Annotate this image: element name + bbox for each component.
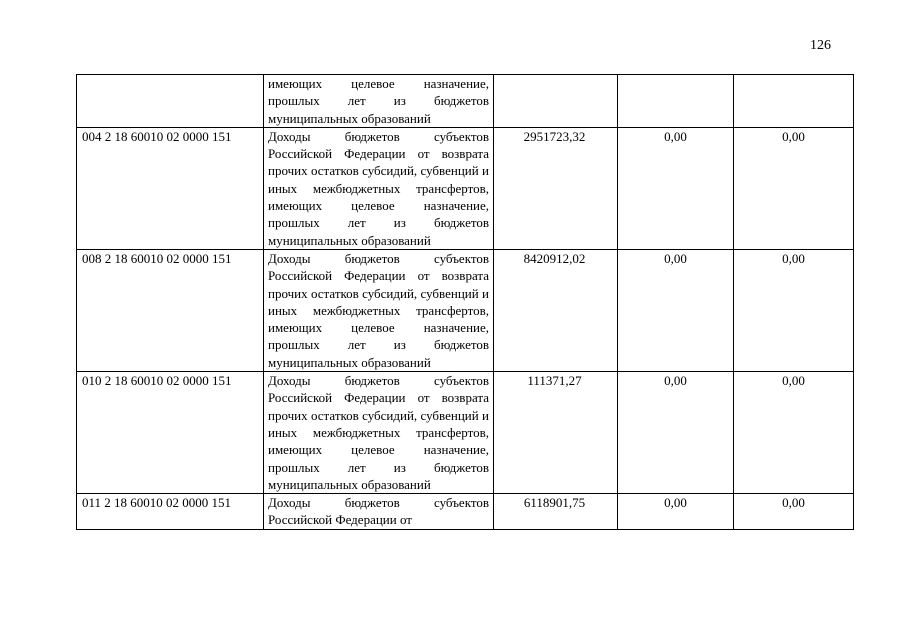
page-number: 126	[810, 38, 831, 53]
description-cell: Доходы бюджетов субъектов Российской Федерации от возврата прочих остатков субсидий, субвенций и иных межбюджетных трансфертов, имеющих целевое назначение, прошлых лет из бюджетов муниципальных образований	[264, 249, 494, 371]
description-cell: Доходы бюджетов субъектов Российской Федерации от возврата прочих остатков субсидий, субвенций и иных межбюджетных трансфертов, имеющих целевое назначение, прошлых лет из бюджетов муниципальных образований	[264, 127, 494, 249]
amount-cell: 8420912,02	[494, 249, 618, 371]
table-row	[77, 372, 854, 494]
table-row	[77, 127, 854, 249]
value-3-cell	[734, 75, 854, 128]
table-row	[77, 249, 854, 371]
budget-code-cell	[77, 75, 264, 128]
budget-code-cell: 008 2 18 60010 02 0000 151	[77, 249, 264, 371]
value-3-cell: 0,00	[734, 494, 854, 530]
value-2-cell: 0,00	[618, 372, 734, 494]
value-3-cell: 0,00	[734, 127, 854, 249]
value-3-cell: 0,00	[734, 249, 854, 371]
value-3-cell: 0,00	[734, 372, 854, 494]
value-2-cell: 0,00	[618, 127, 734, 249]
table-row	[77, 494, 854, 530]
description-cell: Доходы бюджетов субъектов Российской Федерации от возврата прочих остатков субсидий, субвенций и иных межбюджетных трансфертов, имеющих целевое назначение, прошлых лет из бюджетов муниципальных образований	[264, 372, 494, 494]
description-cell: имеющих целевое назначение, прошлых лет из бюджетов муниципальных образований	[264, 75, 494, 128]
budget-table	[76, 74, 854, 530]
table-row	[77, 75, 854, 128]
value-2-cell	[618, 75, 734, 128]
budget-code-cell: 010 2 18 60010 02 0000 151	[77, 372, 264, 494]
amount-cell: 6118901,75	[494, 494, 618, 530]
amount-cell: 111371,27	[494, 372, 618, 494]
budget-code-cell: 004 2 18 60010 02 0000 151	[77, 127, 264, 249]
amount-cell	[494, 75, 618, 128]
value-2-cell: 0,00	[618, 494, 734, 530]
amount-cell: 2951723,32	[494, 127, 618, 249]
value-2-cell: 0,00	[618, 249, 734, 371]
budget-code-cell: 011 2 18 60010 02 0000 151	[77, 494, 264, 530]
description-cell: Доходы бюджетов субъектов Российской Федерации от	[264, 494, 494, 530]
